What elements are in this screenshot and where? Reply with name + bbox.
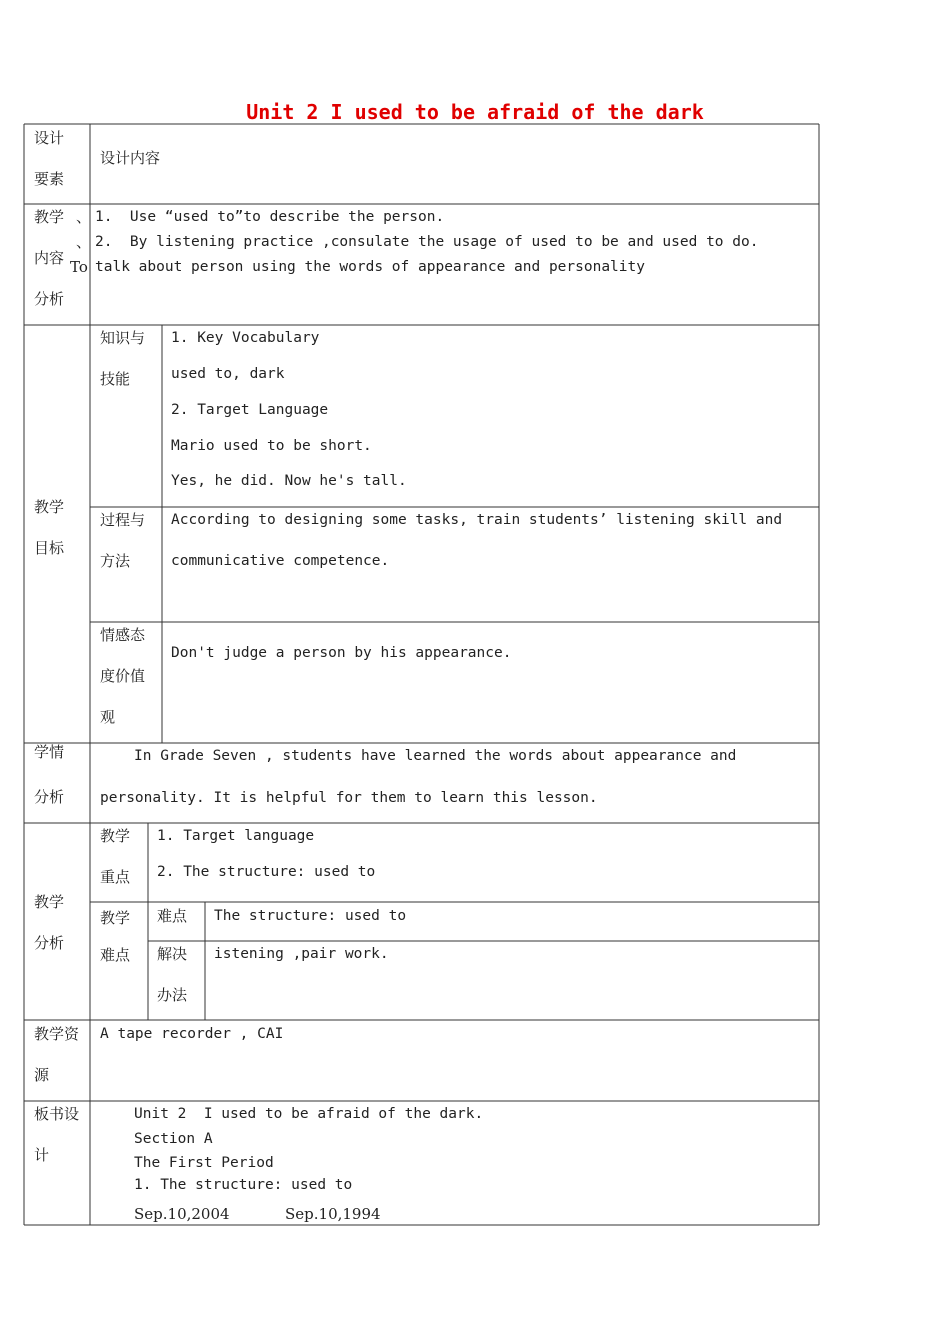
difficulty-text: The structure: used to	[214, 908, 407, 924]
resources-text: A tape recorder , CAI	[100, 1026, 284, 1042]
content-analysis-label-3: 分析	[34, 290, 65, 308]
board-date: Sep.10,2004	[134, 1205, 230, 1223]
emotion-text: Don't judge a person by his appearance.	[171, 645, 512, 661]
knowledge-line-2: used to, dark	[171, 366, 285, 382]
key-points-label-2: 重点	[100, 868, 131, 886]
resources-label: 教学资	[34, 1025, 80, 1043]
difficulty-sublabel: 难点	[157, 907, 188, 925]
analysis-label-2: 分析	[34, 934, 65, 952]
board-label-2: 计	[34, 1146, 50, 1164]
content-analysis-mark-3: To	[70, 258, 88, 276]
learner-line-2: personality. It is helpful for them to learn this lesson.	[100, 790, 598, 806]
content-analysis-mark-2: 、	[76, 233, 92, 251]
solution-text: istening ,pair work.	[214, 946, 389, 962]
knowledge-line: 1. Key Vocabulary	[171, 330, 320, 346]
board-line-3: The First Period	[134, 1155, 274, 1171]
board-date-2: Sep.10,1994	[285, 1205, 381, 1223]
key-points-label: 教学	[100, 827, 131, 845]
solution-sublabel: 解决	[157, 945, 188, 963]
content-analysis-line-3: talk about person using the words of appearance and personality	[95, 259, 645, 275]
header-element-label-2: 要素	[34, 170, 65, 188]
header-content-label: 设计内容	[100, 149, 161, 167]
solution-sublabel-2: 办法	[157, 986, 188, 1004]
content-analysis-line: 1. Use “used to”to describe the person.	[95, 209, 445, 225]
emotion-label: 情感态	[100, 626, 146, 644]
emotion-label-3: 观	[100, 708, 116, 726]
learner-line: In Grade Seven , students have learned the words about appearance and	[134, 748, 737, 764]
content-analysis-label: 教学	[34, 208, 65, 226]
content-analysis-label-2: 内容	[34, 249, 65, 267]
key-points-line-2: 2. The structure: used to	[157, 864, 376, 880]
process-line-2: communicative competence.	[171, 553, 390, 569]
board-line: Unit 2 I used to be afraid of the dark.	[134, 1106, 484, 1122]
knowledge-line-3: 2. Target Language	[171, 402, 329, 418]
board-label: 板书设	[34, 1105, 80, 1123]
emotion-label-2: 度价值	[100, 667, 146, 685]
knowledge-label: 知识与	[100, 329, 146, 347]
process-label-2: 方法	[100, 552, 131, 570]
header-element-label: 设计	[34, 129, 65, 147]
difficult-points-label-2: 难点	[100, 946, 131, 964]
knowledge-line-5: Yes, he did. Now he's tall.	[171, 473, 407, 489]
page-title: Unit 2 I used to be afraid of the dark	[246, 100, 704, 124]
resources-label-2: 源	[34, 1066, 50, 1084]
knowledge-label-2: 技能	[100, 370, 131, 388]
process-label: 过程与	[100, 511, 146, 529]
knowledge-line-4: Mario used to be short.	[171, 438, 372, 454]
board-line-2: Section A	[134, 1131, 213, 1147]
learner-label-2: 分析	[34, 788, 65, 806]
objectives-label: 教学	[34, 498, 65, 516]
learner-label: 学情	[34, 743, 65, 761]
objectives-label-2: 目标	[34, 539, 65, 557]
difficult-points-label: 教学	[100, 909, 131, 927]
analysis-label: 教学	[34, 893, 65, 911]
key-points-line: 1. Target language	[157, 828, 315, 844]
content-analysis-mark: 、	[76, 208, 92, 226]
process-line: According to designing some tasks, train students’ listening skill and	[171, 512, 783, 528]
content-analysis-line-2: 2. By listening practice ,consulate the usage of used to be and used to do.	[95, 234, 759, 250]
board-line-4: 1. The structure: used to	[134, 1177, 353, 1193]
